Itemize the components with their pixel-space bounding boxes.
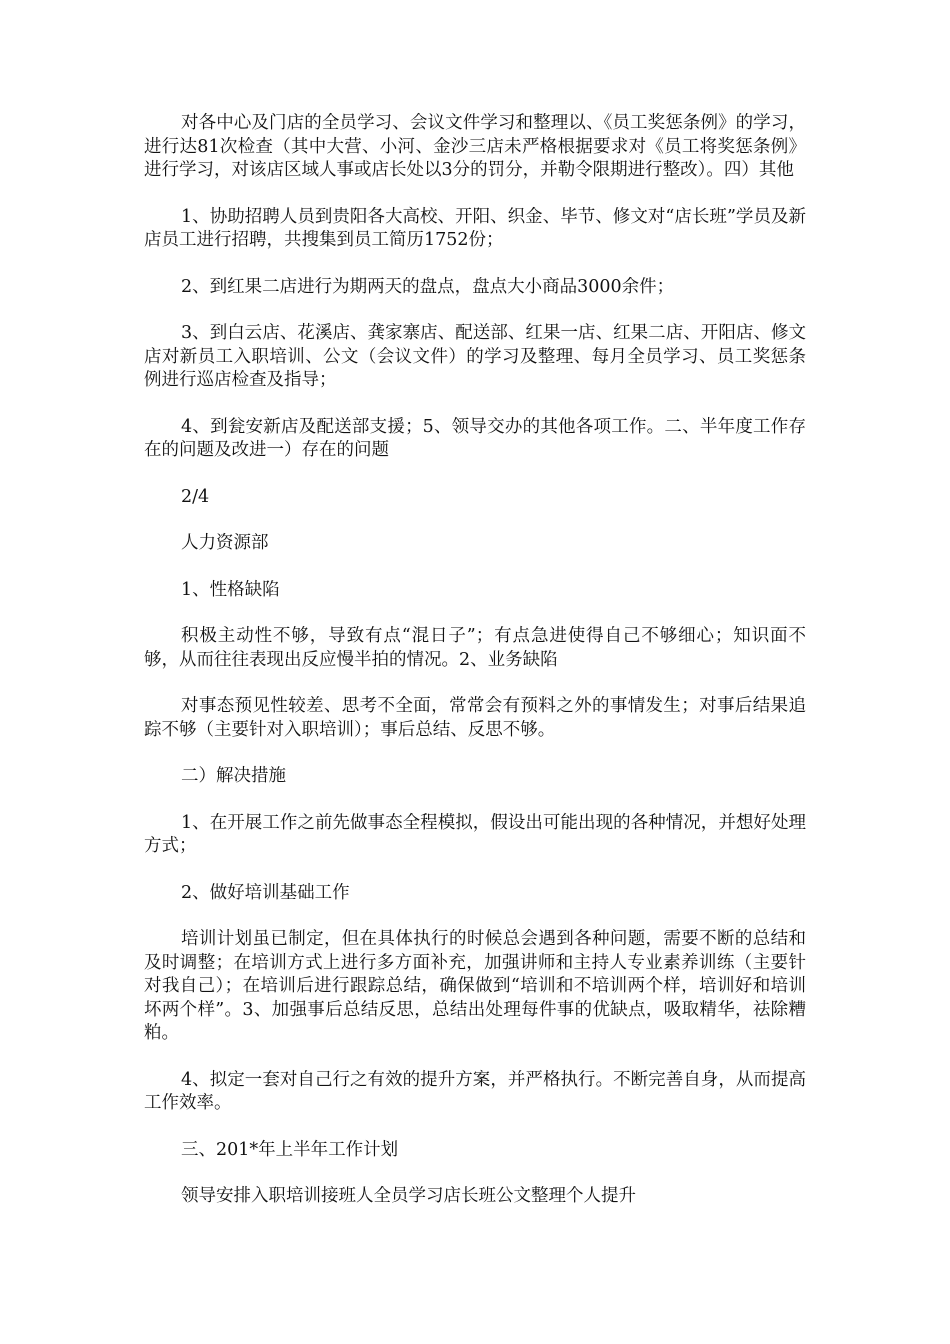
paragraph-inventory: 2、到红果二店进行为期两天的盘点，盘点大小商品3000余件；	[181, 276, 675, 297]
paragraph-recruitment: 1、协助招聘人员到贵阳各大高校、开阳、织金、毕节、修文对“店长班”学员及新店员工进行招聘，共搜集到员工简历1752份；	[144, 206, 806, 250]
department-heading: 人力资源部	[181, 533, 269, 553]
paragraph-review-summary: 对各中心及门店的全员学习、会议文件学习和整理以、《员工奖惩条例》的学习，进行达81次检查（其中大营、小河、金沙三店未严格根据要求对《员工将奖惩条例》进行学习，对该店区域人事或店长处以3分的罚分，并勒令限期进行整改）。四）其他	[144, 113, 806, 180]
page-number: 2/4	[181, 486, 210, 507]
paragraph-business-defects: 对事态预见性较差、思考不全面，常常会有预料之外的事情发生；对事后结果追踪不够（主要针对入职培训）；事后总结、反思不够。	[144, 696, 806, 740]
heading-personality-defects: 1、性格缺陷	[181, 579, 280, 600]
heading-solutions: 二）解决措施	[181, 766, 286, 786]
heading-work-plan: 三、201*年上半年工作计划	[181, 1139, 399, 1160]
paragraph-improvement-plan: 4、拟定一套对自己行之有效的提升方案，并严格执行。不断完善自身，从而提高工作效率。	[144, 1069, 806, 1113]
paragraph-support-and-problems: 4、到瓮安新店及配送部支援；5、领导交办的其他各项工作。二、半年度工作存在的问题及改进一）存在的问题	[144, 416, 806, 460]
heading-training-basics: 2、做好培训基础工作	[181, 882, 350, 903]
paragraph-plan-items: 领导安排入职培训接班人全员学习店长班公文整理个人提升	[181, 1186, 636, 1206]
paragraph-initiative: 积极主动性不够，导致有点“混日子”；有点急进使得自己不够细心；知识面不够，从而往往表现出反应慢半拍的情况。2、业务缺陷	[144, 626, 806, 670]
document-body	[144, 112, 806, 1232]
paragraph-simulation: 1、在开展工作之前先做事态全程模拟，假设出可能出现的各种情况，并想好处理方式；	[144, 812, 806, 856]
paragraph-training-plan: 培训计划虽已制定，但在具体执行的时候总会遇到各种问题，需要不断的总结和及时调整；在培训方式上进行多方面补充，加强讲师和主持人专业素养训练（主要针对我自己）；在培训后进行跟踪总结，确保做到“培训和不培训两个样，培训好和培训坏两个样”。3、加强事后总结反思，总结出处理每件事的优缺点，吸取精华，祛除糟粕。	[144, 929, 806, 1043]
paragraph-store-inspection: 3、到白云店、花溪店、龚家寨店、配送部、红果一店、红果二店、开阳店、修文店对新员工入职培训、公文（会议文件）的学习及整理、每月全员学习、员工奖惩条例进行巡店检查及指导；	[144, 323, 806, 390]
